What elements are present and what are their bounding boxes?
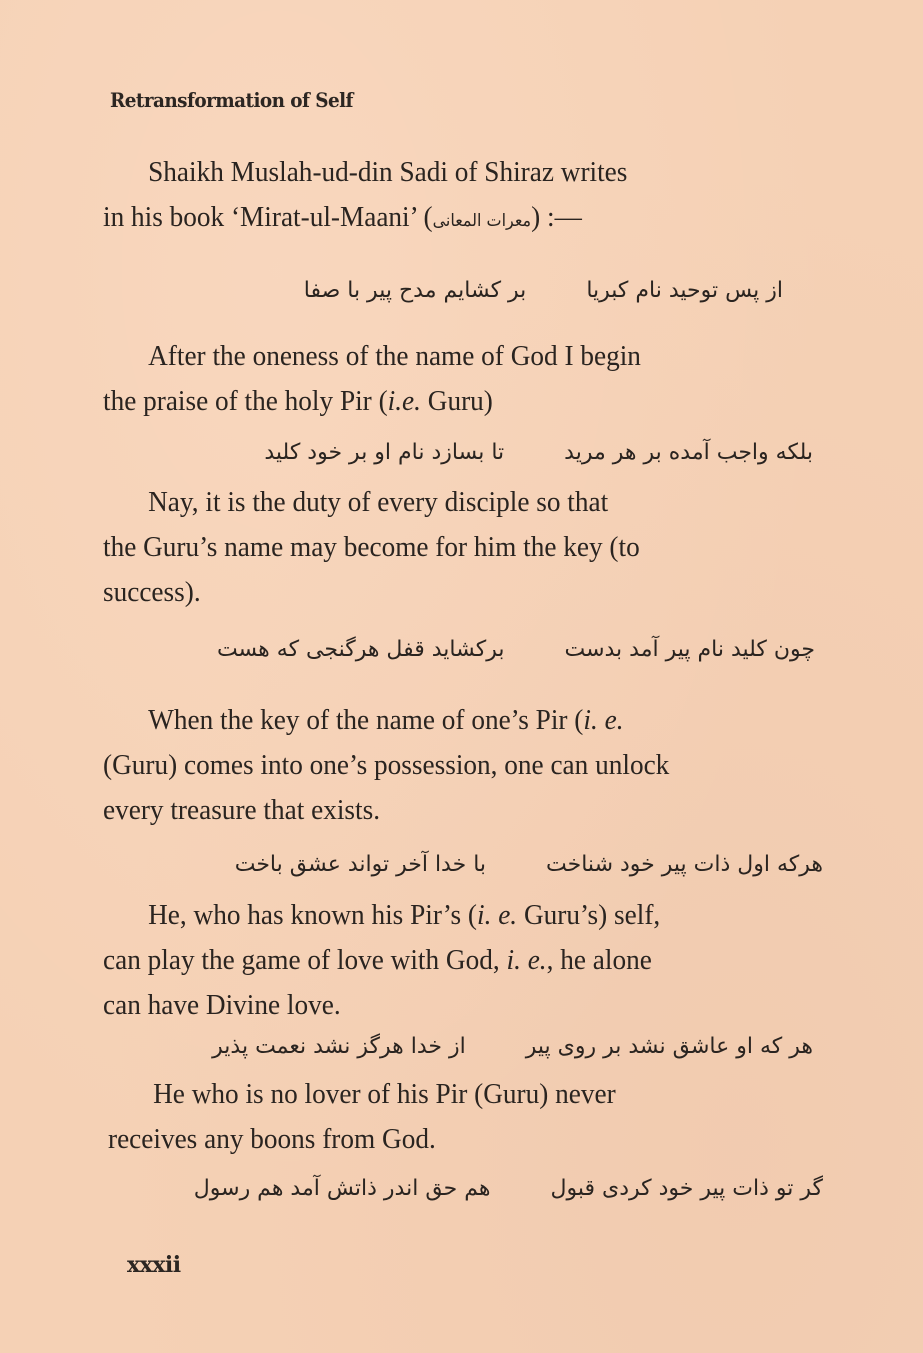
abbreviation-ie: i.e.: [387, 385, 421, 417]
translation-paragraph: [103, 480, 868, 615]
translation-line: receives any boons from God.: [108, 1123, 436, 1155]
translation-line: [103, 698, 868, 743]
persian-couplet: [194, 1176, 823, 1201]
translation-paragraph: [108, 1072, 873, 1162]
intro-line-2: [103, 195, 868, 244]
translation-line: Nay, it is the duty of every disciple so that: [148, 486, 609, 518]
persian-couplet: [304, 278, 783, 303]
persian-couplet: [235, 852, 823, 877]
translation-paragraph: [103, 698, 868, 833]
abbreviation-ie: i. e.: [506, 944, 547, 976]
intro-line-2-text: in his book ‘Mirat-ul-Maani’ (: [103, 201, 433, 233]
translation-paragraph: [103, 334, 868, 424]
translation-line: He who is no lover of his Pir (Guru) never: [153, 1078, 616, 1110]
translation-text: When the key of the name of one’s Pir (: [148, 704, 584, 736]
translation-text: He, who has known his Pir’s (: [148, 899, 478, 931]
couplet-second-hemistich: با خدا آخر تواند عشق باخت: [234, 852, 487, 877]
couplet-first-hemistich: بلکه واجب آمده بر هر مرید: [564, 440, 813, 465]
translation-line: every treasure that exists.: [103, 794, 381, 826]
page-number: xxxii: [127, 1252, 181, 1278]
couplet-first-hemistich: هر که او عاشق نشد بر روی پیر: [525, 1034, 813, 1059]
intro-line-2-suffix: ) :—: [531, 201, 582, 233]
couplet-second-hemistich: از خدا هرگز نشد نعمت پذیر: [212, 1034, 466, 1059]
intro-paragraph: [103, 150, 868, 244]
persian-couplet: [264, 440, 813, 465]
translation-line: After the oneness of the name of God I begin: [148, 340, 641, 372]
translation-line: success).: [103, 576, 201, 608]
persian-couplet: [217, 637, 815, 662]
couplet-second-hemistich: هم حق اندر ذاتش آمد هم رسول: [193, 1176, 491, 1201]
translation-text: Guru’s) self,: [517, 899, 661, 931]
couplet-second-hemistich: برکشاید قفل هرگنجی که هست: [216, 637, 505, 662]
intro-line-1: Shaikh Muslah-ud-din Sadi of Shiraz writes: [148, 156, 628, 188]
translation-line: (Guru) comes into one’s possession, one can unlock: [103, 749, 670, 781]
translation-line: the Guru’s name may become for him the key (to: [103, 531, 640, 563]
translation-text: Guru): [420, 385, 493, 417]
translation-text: can play the game of love with God,: [103, 944, 507, 976]
couplet-second-hemistich: بر کشایم مدح پیر با صفا: [303, 278, 527, 303]
book-title-persian: معرات المعانی: [432, 211, 532, 231]
couplet-first-hemistich: چون کلید نام پیر آمد بدست: [564, 637, 815, 662]
abbreviation-ie: i. e.: [583, 704, 624, 736]
persian-couplet: [212, 1034, 813, 1059]
couplet-first-hemistich: گر تو ذات پیر خود کردی قبول: [550, 1176, 823, 1201]
translation-paragraph: [103, 893, 868, 1028]
running-head: Retransformation of Self: [110, 88, 353, 112]
couplet-second-hemistich: تا بسازد نام او بر خود کلید: [264, 440, 505, 465]
couplet-first-hemistich: هرکه اول ذات پیر خود شناخت: [546, 852, 823, 877]
translation-line: can have Divine love.: [103, 989, 341, 1021]
translation-line: [103, 938, 868, 983]
translation-line: [103, 379, 868, 424]
translation-text: , he alone: [546, 944, 652, 976]
abbreviation-ie: i. e.: [477, 899, 518, 931]
couplet-first-hemistich: از پس توحید نام کبریا: [586, 278, 783, 303]
translation-text: the praise of the holy Pir (: [103, 385, 388, 417]
translation-line: [103, 893, 868, 938]
